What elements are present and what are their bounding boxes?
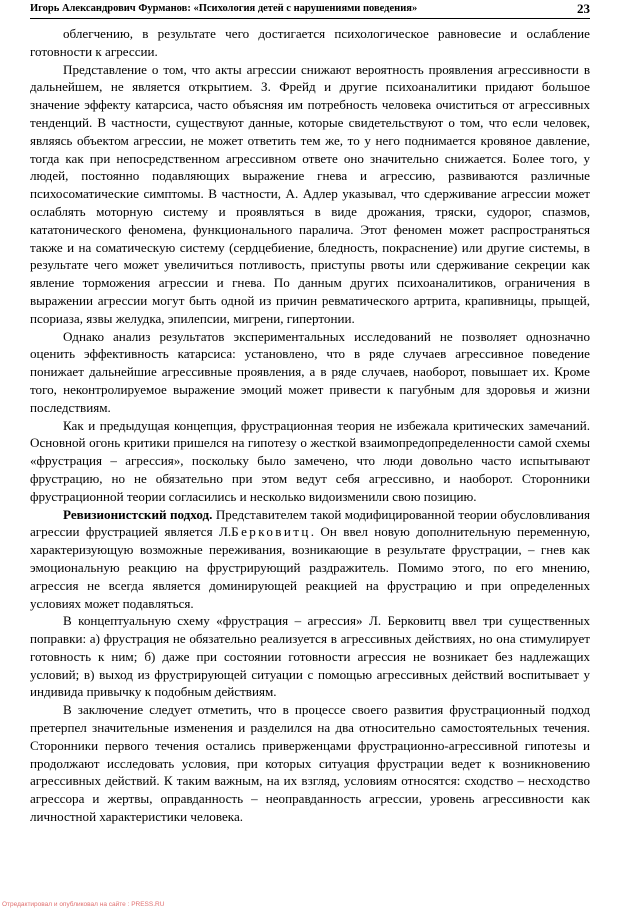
paragraph: облегчению, в результате чего достигается психологическое равновесие и ослабление готовности к агрессии. [30, 26, 590, 59]
section-heading: Ревизионистский подход. [63, 506, 213, 522]
paragraph: Однако анализ результатов экспериментальных исследований не позволяет однозначно оценить эффективность катарсиса: установлено, что в ряде случаев агрессивное поведение понижает дальнейшие агрессивные проявления, а в ряде случаев, наоборот, повышает их. Кроме того, неконтролируемое выражение эмоций может привести к пагубным для здоровья и жизни последствиям. [30, 328, 590, 415]
page-number: 23 [577, 1, 590, 16]
body-text [30, 25, 590, 826]
paragraph: В концептуальную схему «фрустрация – агрессия» Л. Берковитц ввел три существенных поправки: а) фрустрация не обязательно реализуется в агрессивных действиях, но она стимулирует готовность к ним; б) даже при состоянии готовности агрессия не возникает без надлежащих условий; в) выход из фрустрирующей ситуации с помощью агрессивных действий воспитывает у индивида привычку к подобным действиям. [30, 613, 590, 700]
author-name-spaced: Берковитц [231, 524, 311, 540]
page-header [30, 2, 590, 19]
paragraph-text: Представителем такой модифицированной теории обусловливания агрессии фрустрацией является Л. [30, 506, 590, 540]
paragraph-text: . Он ввел новую дополнительную переменную, характеризующую возможные переживания, возникающие в результате фрустрации, – гнев как эмоциональную реакцию на фрустрирующий раздражитель. Помимо этого, по его мнению, агрессия не всегда является доминирующей реакцией на фрустрацию и при определенных условиях может подавляться. [30, 524, 590, 611]
paragraph: Как и предыдущая концепция, фрустрационная теория не избежала критических замечаний. Основной огонь критики пришелся на гипотезу о жесткой взаимопредопределенности самой схемы «фрустрация – агрессия», поскольку было замечено, что люди довольно часто испытывают фрустрацию, но не обязательно при этом ведут себя агрессивно, и наоборот. Сторонники фрустрационной теории согласились и несколько видоизменили свою позицию. [30, 417, 590, 504]
footer-watermark: Отредактировал и опубликовал на сайте : PRESS.RU [2, 901, 165, 908]
paragraph: Представление о том, что акты агрессии снижают вероятность проявления агрессивности в дальнейшем, не является открытием. З. Фрейд и другие психоаналитики придают большое значение эффекту катарсиса, часто объясняя им потребность человека очиститься от агрессивных тенденций. В частности, существуют данные, которые свидетельствуют о том, что если человек, являясь объектом агрессии, не может ответить тем же, то у него поднимается кровяное давление, тогда как при непосредственном агрессивном ответе оно значительно снижается. Более того, у людей, постоянно подавляющих выражение гнева и агрессию, развиваются различные психосоматические симптомы. В частности, А. Адлер указывал, что сдерживание агрессии может ослаблять моторную систему и проявляться в виде дрожания, тряски, судорог, спазмов, кататонического феномена, функционального паралича. Этот феномен может распространяться также и на соматическую систему (сердцебиение, бледность, покраснение) или другие системы, в результате чего может увеличиться потливость, приступы рвоты или сдерживание секреции как явление торможения агрессии и гнева. По данным других психоаналитиков, ограничения в выражении агрессии могут быть одной из причин ревматического артрита, крапивницы, прыщей, псориаза, язвы желудка, эпилепсии, мигрени, гипертонии. [30, 61, 590, 326]
paragraph: В заключение следует отметить, что в процессе своего развития фрустрационный подход претерпел значительные изменения и разделился на два относительно самостоятельных течения. Сторонники первого течения остались приверженцами фрустрационно-агрессивной гипотезы и продолжают исследовать условия, при которых ситуация фрустрации ведет к возникновению агрессивных действий. К таким важным, на их взгляд, условиям относятся: сходство – несходство агрессора и жертвы, оправданность – неоправданность агрессии, уровень агрессивности как личностной характеристики человека. [30, 702, 590, 825]
paragraph [30, 506, 590, 613]
running-title: Игорь Александрович Фурманов: «Психология детей с нарушениями поведения» [30, 3, 418, 14]
